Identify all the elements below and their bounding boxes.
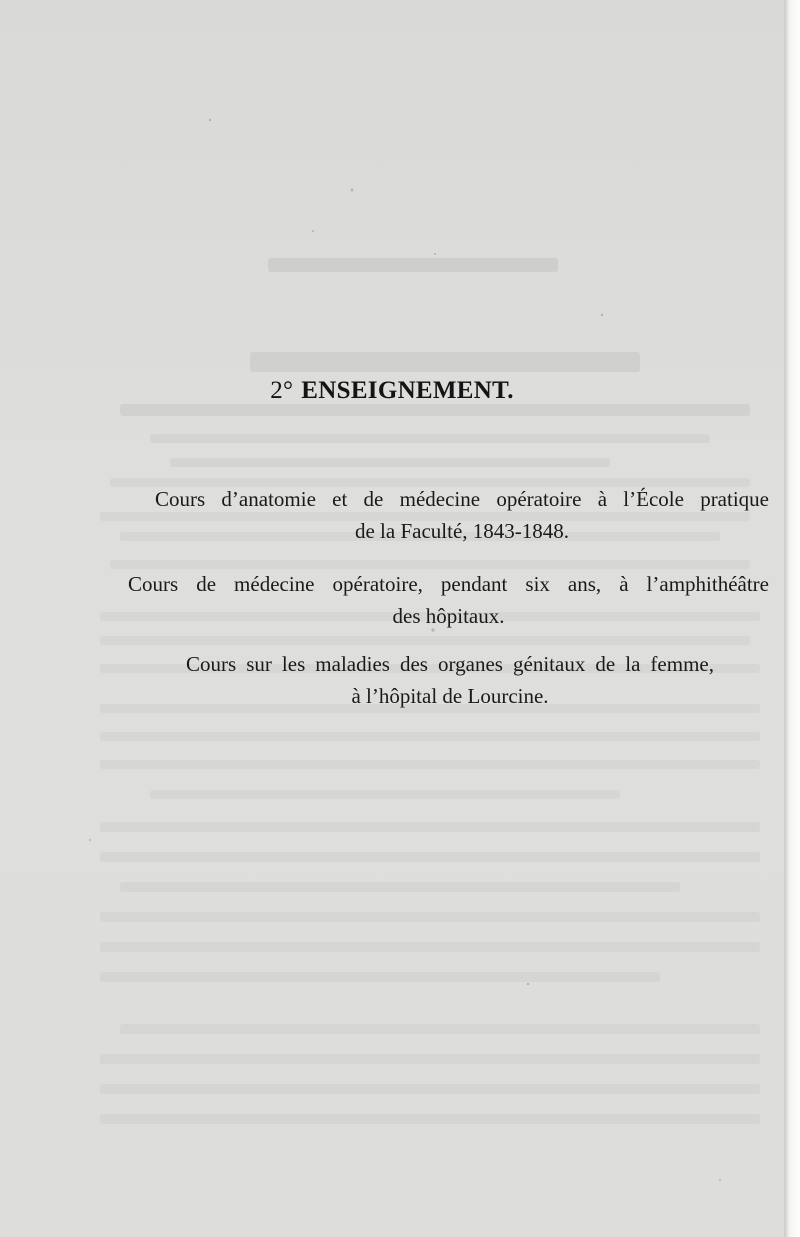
entry-line: Cours d’anatomie et de médecine opératoire à l’École pratique bbox=[155, 487, 769, 511]
teaching-entry-operative-medicine bbox=[128, 568, 769, 632]
section-number: 2° bbox=[270, 377, 294, 404]
section-heading bbox=[0, 376, 784, 406]
entry-line: des hôpitaux. bbox=[392, 604, 505, 628]
entry-line: Cours de médecine opératoire, pendant six ans, à l’amphithéâtre bbox=[128, 572, 769, 596]
page-edge bbox=[784, 0, 800, 1237]
teaching-entry-anatomy bbox=[155, 483, 769, 547]
entry-line: Cours sur les maladies des organes génitaux de la femme, bbox=[186, 652, 714, 676]
section-title: ENSEIGNEMENT. bbox=[301, 377, 514, 404]
teaching-entry-gynecology bbox=[186, 648, 714, 712]
entry-line: de la Faculté, 1843-1848. bbox=[354, 519, 570, 543]
entry-line: à l’hôpital de Lourcine. bbox=[351, 684, 549, 708]
